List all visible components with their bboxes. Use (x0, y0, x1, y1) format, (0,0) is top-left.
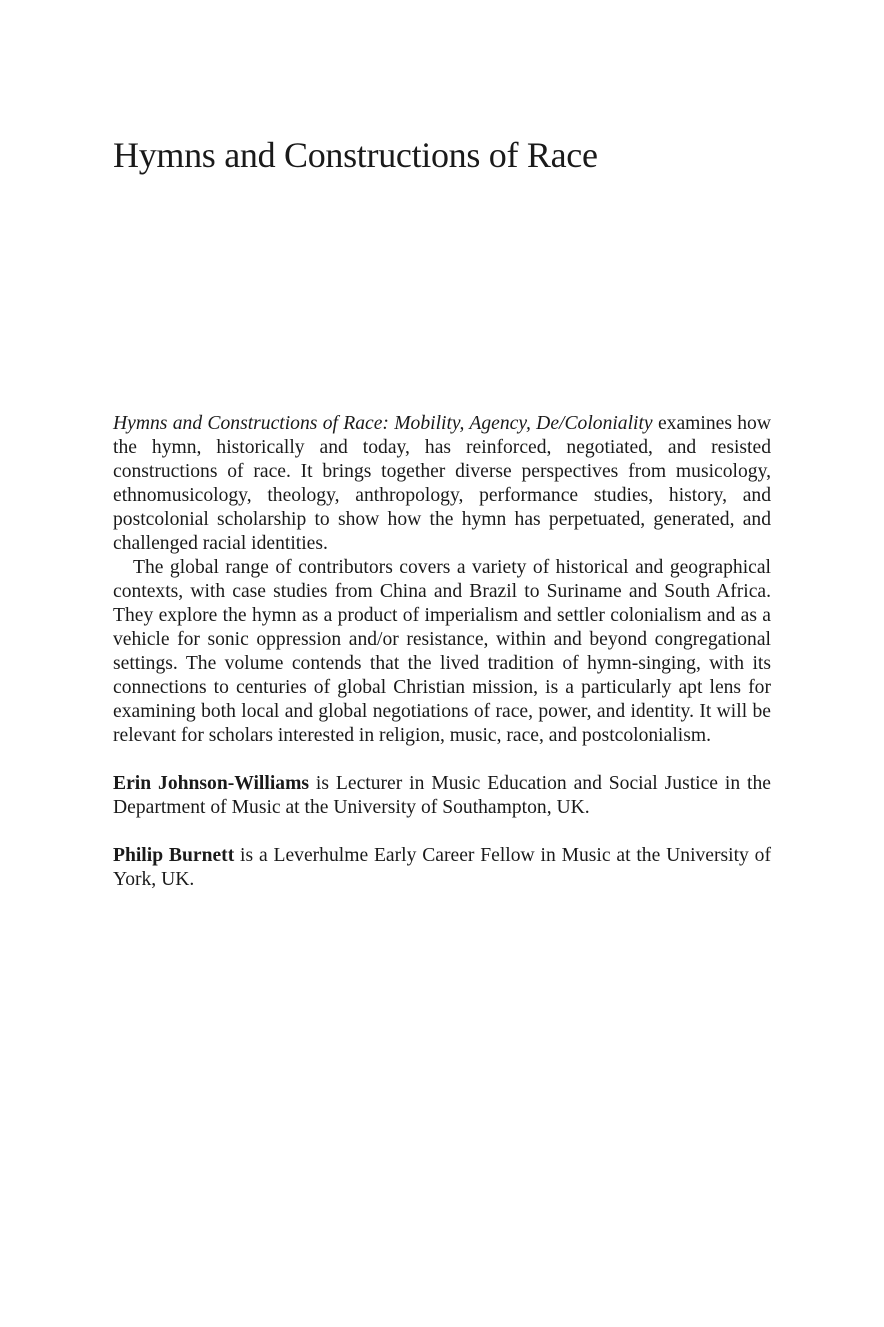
book-title-italic: Hymns and Constructions of Race: Mobility, Agency, De/Coloniality (113, 413, 653, 434)
description-paragraph-1-text: examines how the hymn, historically and today, has reinforced, negotiated, and resisted constructions of race. It brings together diverse perspectives from musicology, ethnomusicology, theology, anthropology, performance studies, history, and postcolonial scholarship to show how the hymn has perpetuated, generated, and challenged racial identities. (113, 413, 771, 554)
editor-bio-text-2: is a Leverhulme Early Career Fellow in Music at the University of York, UK. (113, 845, 771, 890)
page-title: Hymns and Constructions of Race (113, 135, 598, 175)
book-description (113, 412, 771, 892)
description-paragraph-1 (113, 412, 771, 556)
editor-name-1: Erin Johnson-Williams (113, 773, 310, 794)
editor-bio-2 (113, 844, 771, 892)
description-paragraph-2: The global range of contributors covers a variety of historical and geographical contexts, with case studies from China and Brazil to Suriname and South Africa. They explore the hymn as a product of imperialism and settler colonialism and as a vehicle for sonic oppression and/or resistance, within and beyond congregational settings. The volume contends that the lived tradition of hymn-singing, with its connections to centuries of global Christian mission, is a particularly apt lens for examining both local and global negotiations of race, power, and identity. It will be relevant for scholars interested in religion, music, race, and postcolonialism. (113, 557, 771, 746)
editor-bio-text-1: is Lecturer in Music Education and Social Justice in the Department of Music at the University of Southampton, UK. (113, 773, 771, 818)
editor-bio-1 (113, 772, 771, 820)
editor-name-2: Philip Burnett (113, 845, 235, 866)
